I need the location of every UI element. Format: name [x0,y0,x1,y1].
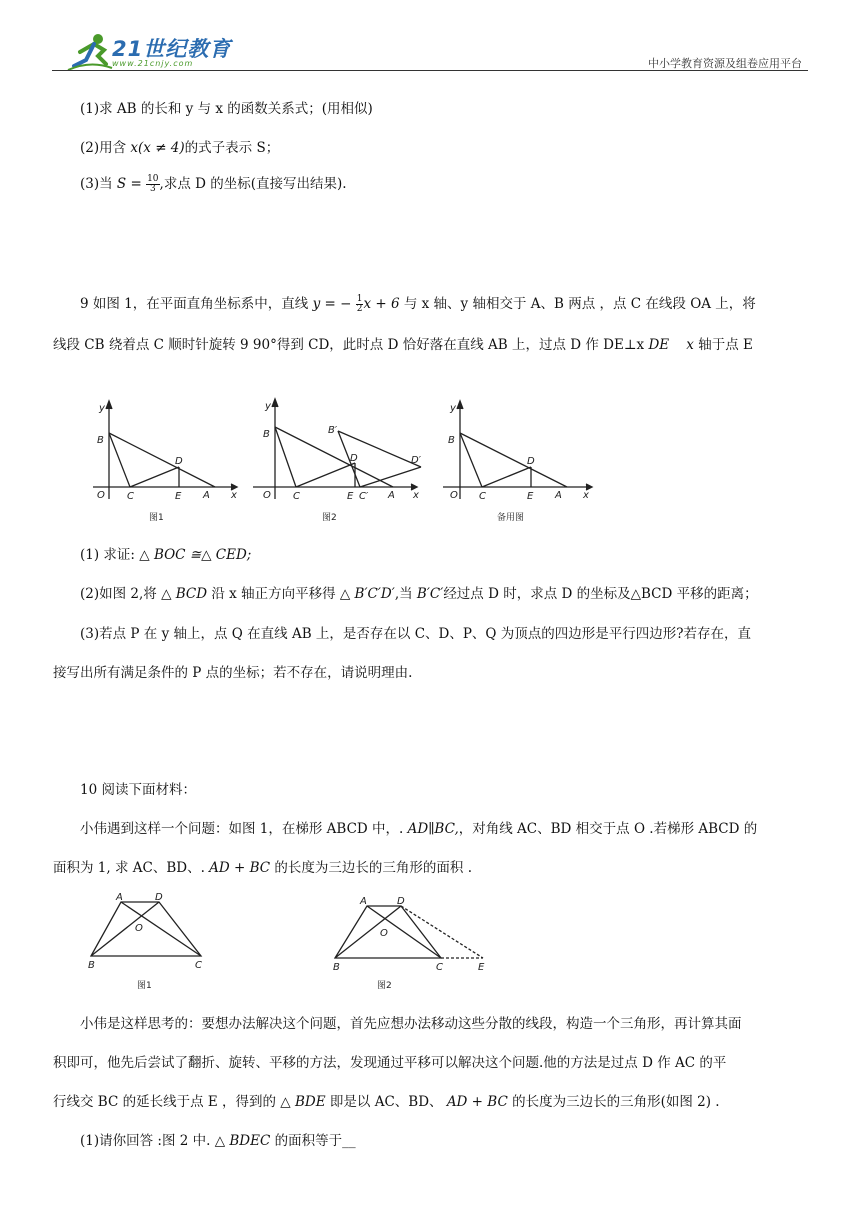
q10-figure-1 [91,902,201,956]
fig1-label-o: O [97,490,105,501]
q9-part2-pre: (2)如图 2,将 △ [80,586,176,602]
q8-part2-math: x(x ≠ 4) [130,140,185,156]
fig3-label-e: E [527,491,534,502]
fig2-label-e: E [347,491,354,502]
q8-frac-num: 10 [147,174,159,184]
fig1-caption: 图1 [149,513,164,523]
q10-para6-post: 的面积等于__ [270,1133,356,1149]
fig1-label-a: A [203,490,210,501]
q10-fig1-label-o: O [135,923,143,934]
q10-figure-2 [335,906,483,958]
fig1-label-y: y [99,403,105,414]
q10-fig2-label-o: O [380,928,388,939]
fig2-label-o: O [263,490,271,501]
fig3-label-o: O [450,490,458,501]
q10-para6 [80,1129,356,1149]
q10-para2 [53,856,472,876]
q9-figure-2 [253,399,421,499]
q10-fig1-caption: 图1 [137,981,152,991]
q9-line2 [53,333,753,353]
q8-fraction [146,175,159,194]
q9-frac-num: 1 [356,294,363,304]
q9-part2-math2: B′C′D′ [354,586,395,602]
q9-frac-den: 2 [356,304,363,314]
q9-figure-1 [93,401,237,499]
q9-part2-math: BCD [175,586,208,602]
q9-part1 [80,543,251,563]
q10-para5-math2: AD + BC [446,1094,508,1110]
q10-fig2-label-b: B [333,962,340,973]
q8-part3-pre: (3)当 [80,176,117,192]
q9-line2-post: 轴于点 E [693,337,753,353]
fig3-label-y: y [450,403,456,414]
fig2-label-d2: D′ [411,455,421,466]
q9-line2-math: DE [648,337,670,353]
fig1-label-b: B [97,435,104,446]
q10-para2-post: 的长度为三边长的三角形的面积 . [270,860,473,876]
q10-fig1-label-b: B [88,960,95,971]
q9-part3-line1: (3)若点 P 在 y 轴上，点 Q 在直线 AB 上，是否存在以 C、D、P、Q 为顶点的四边形是平行四边形?若存在，直 [80,626,752,642]
q10-title: 10 阅读下面材料： [80,782,196,798]
q9-part2-math3: B′C′ [416,586,444,602]
q9-line2-mid [669,337,686,353]
q10-para2-math: AD + BC [209,860,271,876]
fig3-caption: 备用图 [497,513,525,523]
q10-para5 [53,1090,720,1110]
q10-fig2-caption: 图2 [377,981,392,991]
q10-para2-pre: 面积为 1, 求 AC、BD、. [53,860,210,876]
q9-intro-math: y = − [312,296,352,312]
q9-line2-pre: 线段 CB 绕着点 C 顺时针旋转 9 90°得到 CD，此时点 D 恰好落在直线 AB 上，过点 D 作 DE⊥x [53,337,649,353]
logo-text: 21世纪教育 [112,37,232,61]
fig2-caption: 图2 [322,513,337,523]
q9-intro-math2: x + 6 [363,296,400,312]
fig3-label-d: D [527,456,535,467]
q8-part1: (1)求 AB 的长和 y 与 x 的函数关系式；(用相似) [80,101,373,117]
q8-part3-post: ,求点 D 的坐标(直接写出结果). [159,176,347,192]
q8-part3-math: S = [116,176,142,192]
q9-part2 [80,582,758,602]
q10-para1-post: ，对角线 AC、BD 相交于点 O .若梯形 ABCD 的 [458,821,758,837]
fig3-label-c: C [479,491,486,502]
logo-url: www.21cnjy.com [112,59,194,68]
q9-part3-line2: 接写出所有满足条件的 P 点的坐标；若不存在，请说明理由. [53,665,413,681]
q10-para5-post: 的长度为三边长的三角形(如图 2) . [507,1094,720,1110]
q9-part2-post: 经过点 D 时，求点 D 的坐标及△BCD 平移的距离； [443,586,758,602]
q10-para3: 小伟是这样思考的：要想办法解决这个问题，首先应想办法移动这些分散的线段，构造一个三角形，再计算其面 [80,1016,742,1032]
fig2-label-c: C [293,491,300,502]
q10-fig2-label-a: A [360,896,367,907]
fig2-label-d: D [350,453,358,464]
q10-para6-pre: (1)请你回答 :图 2 中. △ [80,1133,230,1149]
q10-para4: 积即可，他先后尝试了翻折、旋转、平移的方法，发现通过平移可以解决这个问题.他的方法是过点 D 作 AC 的平 [53,1055,727,1071]
fig2-label-x: x [413,490,419,501]
runner-logo-icon [60,30,120,74]
q10-para1-pre: 小伟遇到这样一个问题：如图 1，在梯形 ABCD 中，. [80,821,408,837]
q10-para5-math: BDE [295,1094,326,1110]
q10-para5-mid: 即是以 AC、BD、 [325,1094,447,1110]
fig2-label-a: A [388,490,395,501]
q8-part2 [80,136,279,156]
q10-fig2-label-d: D [397,896,405,907]
q8-part3 [80,172,347,194]
q10-para1 [80,817,757,837]
fig2-label-c2: C′ [359,491,369,502]
q8-part2-post: 的式子表示 S； [184,140,280,156]
q10-para1-math: AD∥BC, [407,821,459,837]
q10-figures [85,888,505,998]
fig2-label-b: B [263,429,270,440]
fig3-label-b: B [448,435,455,446]
fig1-label-e: E [175,491,182,502]
q9-line2-math2: x [686,337,694,353]
q9-part2-mid2: ,当 [394,586,417,602]
q10-fig1-label-a: A [116,892,123,903]
q9-intro [80,292,756,314]
fig1-label-c: C [127,491,134,502]
header-divider [52,70,808,71]
q10-para6-math: BDEC [229,1133,271,1149]
q9-intro-pre: 9 如图 1，在平面直角坐标系中，直线 [80,296,313,312]
q8-frac-den: 3 [149,184,156,194]
header-platform-text: 中小学教育资源及组卷应用平台 [648,57,802,70]
fig2-label-b2: B′ [328,425,338,436]
fig2-label-y: y [265,401,271,412]
q9-part1-pre: (1) 求证: △ [80,547,154,563]
q10-fig2-label-c: C [436,962,443,973]
q9-intro-post: 与 x 轴、y 轴相交于 A、B 两点 ，点 C 在线段 OA 上，将 [399,296,756,312]
q10-fig2-label-e: E [478,962,485,973]
q9-figure-3 [443,401,592,499]
q9-part1-math: BOC ≅△ CED; [153,547,252,563]
q10-para5-pre: 行线交 BC 的延长线于点 E ，得到的 △ [53,1094,295,1110]
q10-fig1-label-c: C [195,960,202,971]
q9-figures [85,395,605,530]
fig1-label-x: x [231,490,237,501]
fig1-label-d: D [175,456,183,467]
fig3-label-x: x [583,490,589,501]
q10-fig1-label-d: D [155,892,163,903]
q9-part2-mid: 沿 x 轴正方向平移得 △ [207,586,355,602]
q8-part2-pre: (2)用含 [80,140,131,156]
fig3-label-a: A [555,490,562,501]
